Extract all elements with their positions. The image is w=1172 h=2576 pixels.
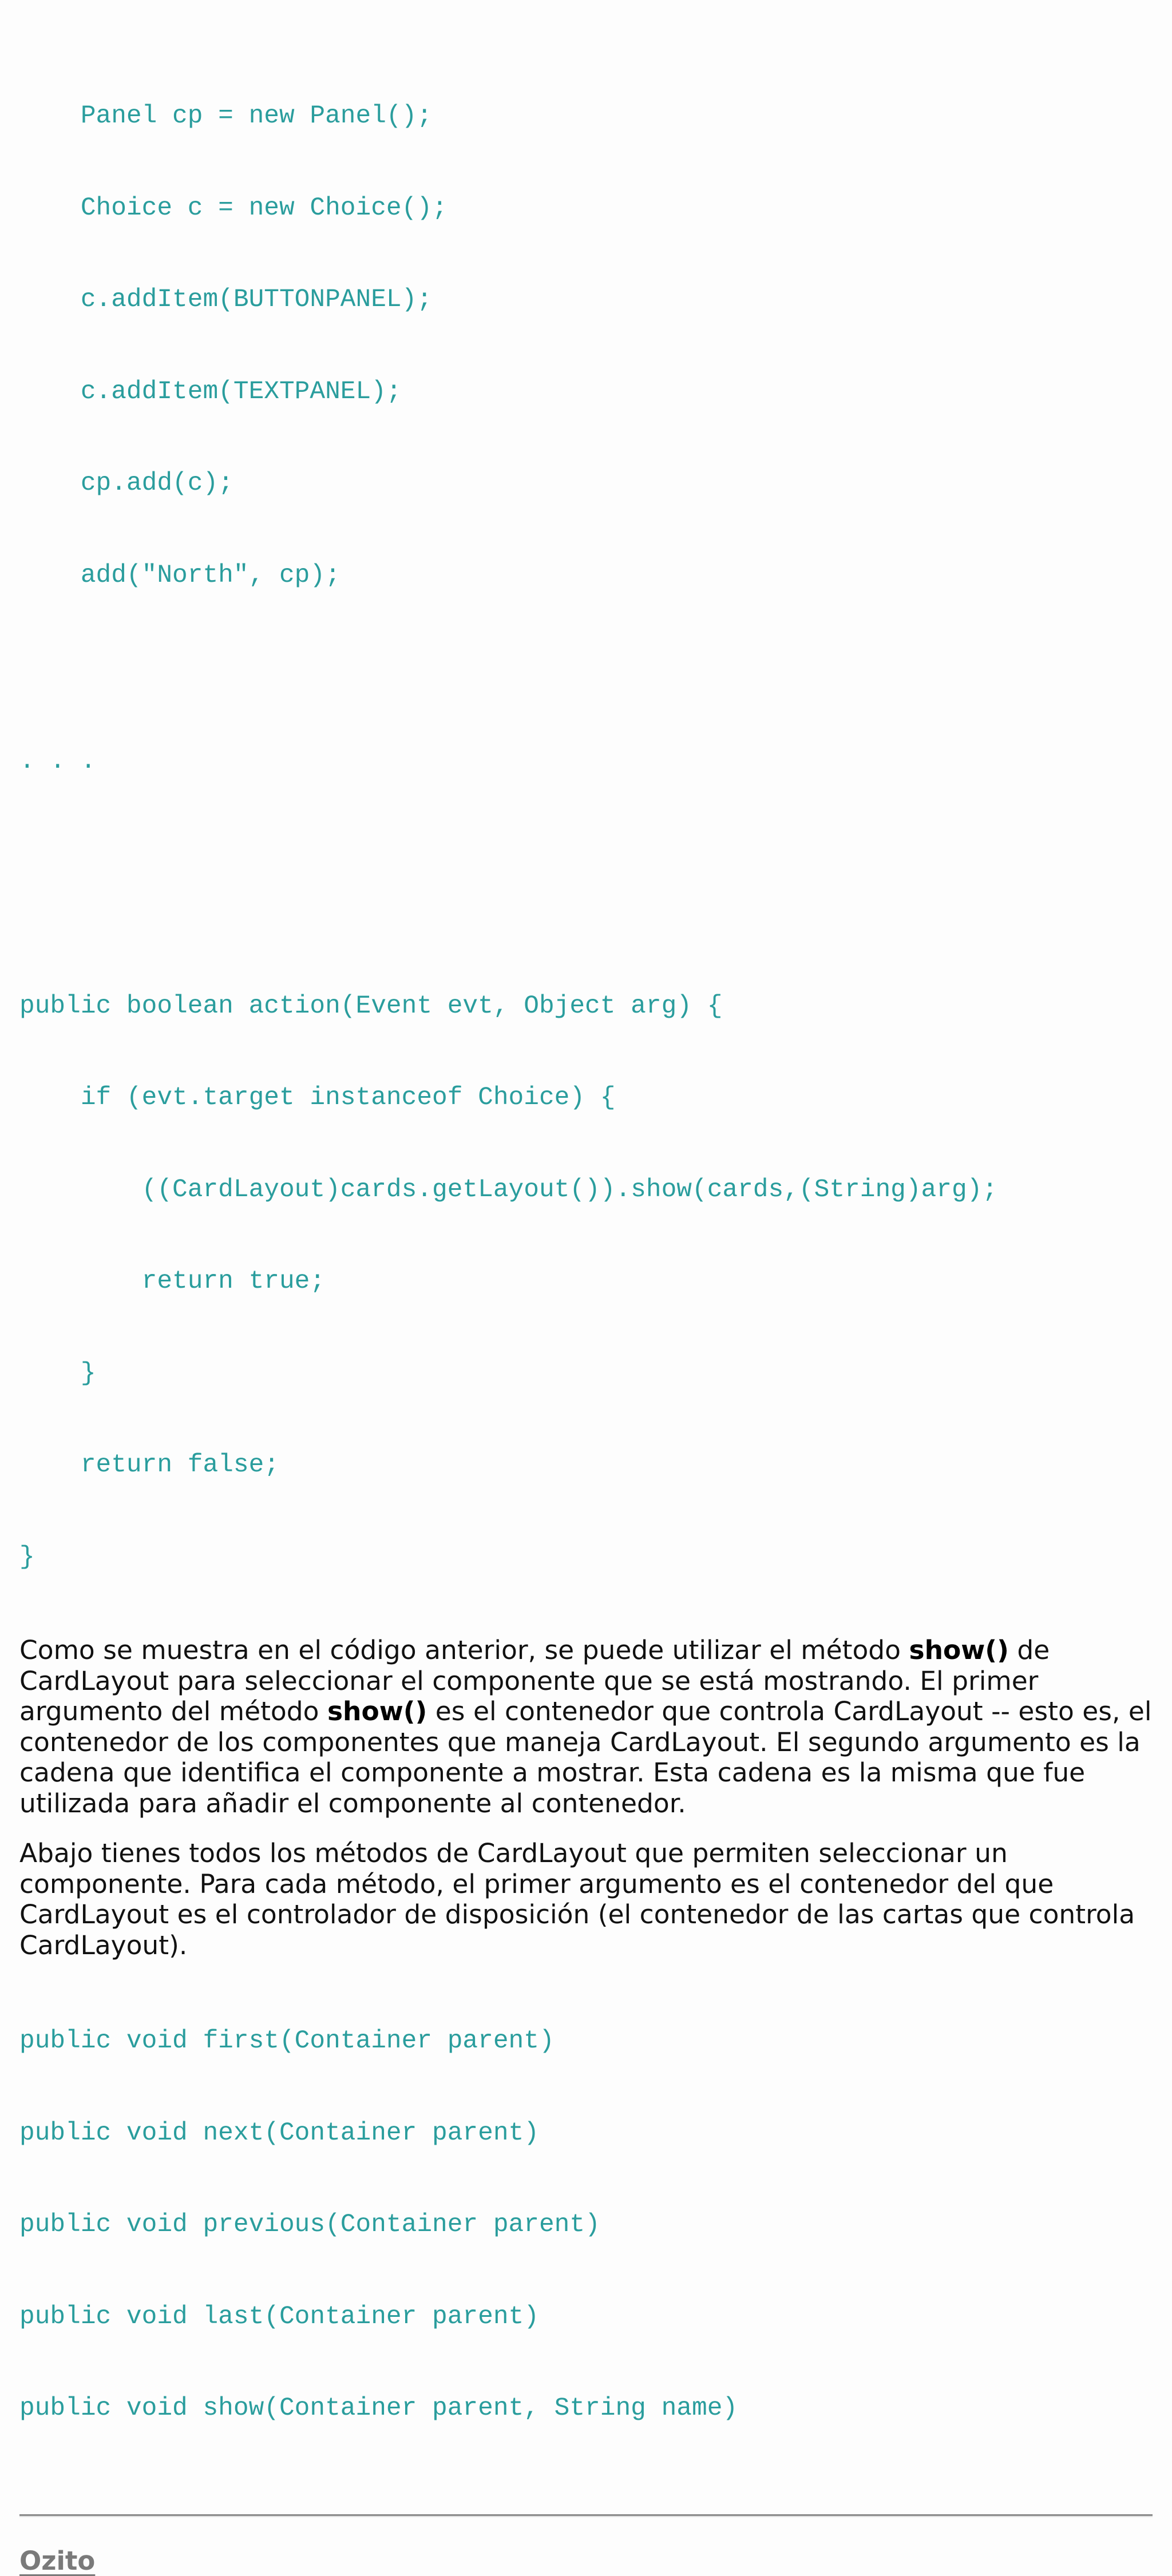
ozito-link[interactable]: Ozito xyxy=(19,2545,96,2576)
document-page xyxy=(19,40,1153,2576)
code-line: public boolean action(Event evt, Object arg) { xyxy=(19,991,723,1021)
code-line: } xyxy=(19,1359,96,1388)
code-line: if (evt.target instanceof Choice) { xyxy=(19,1083,616,1112)
method-signature: public void previous(Container parent) xyxy=(19,2210,600,2239)
code-line: Panel cp = new Panel(); xyxy=(19,102,433,130)
paragraph-text: Como se muestra en el código anterior, se puede utilizar el método xyxy=(19,1635,909,1665)
code-line: return false; xyxy=(19,1451,279,1479)
method-signature: public void first(Container parent) xyxy=(19,2027,555,2055)
code-line: return true; xyxy=(19,1267,326,1296)
inline-code-show: show() xyxy=(909,1635,1009,1665)
code-line: cp.add(c); xyxy=(19,469,233,498)
code-block-action xyxy=(19,930,1153,1634)
method-signature: public void next(Container parent) xyxy=(19,2118,539,2148)
paragraph-show-method xyxy=(19,1635,1155,1819)
code-ellipsis: . . . xyxy=(19,747,96,776)
inline-code-show: show() xyxy=(327,1696,427,1726)
code-line: c.addItem(TEXTPANEL); xyxy=(19,377,402,406)
code-line: ((CardLayout)cards.getLayout()).show(cards,(String)arg); xyxy=(19,1175,998,1204)
code-line: add("North", cp); xyxy=(19,561,340,590)
paragraph-methods-intro: Abajo tienes todos los métodos de CardLayout que permiten seleccionar un componente. Para cada método, el primer argumento es el contenedor del que CardLayout es el controlador de disposición (el contenedor de las cartas que controla CardLayout). xyxy=(19,1838,1135,1960)
code-line: Choice c = new Choice(); xyxy=(19,193,448,223)
code-line: c.addItem(BUTTONPANEL); xyxy=(19,285,433,314)
method-signature-list xyxy=(19,1965,1153,2486)
paragraph-text: de CardLayout para seleccionar el componente que se está mostrando. El primer argumento del método xyxy=(19,1635,1050,1726)
code-blank-line xyxy=(19,652,1153,683)
paragraph-text: es el contenedor que controla CardLayout -- esto es, el contenedor de los componentes que maneja CardLayout. El segundo argumento es la cadena que identifica el componente a mostrar. Esta cadena es la misma que fue utilizada para añadir el componente al contenedor. xyxy=(19,1696,1152,1819)
code-blank-line xyxy=(19,838,1153,869)
code-line: } xyxy=(19,1542,35,1571)
method-signature: public void show(Container parent, String name) xyxy=(19,2394,738,2423)
horizontal-rule xyxy=(19,2514,1153,2517)
method-signature: public void last(Container parent) xyxy=(19,2302,539,2331)
code-block-setup xyxy=(19,40,1153,930)
